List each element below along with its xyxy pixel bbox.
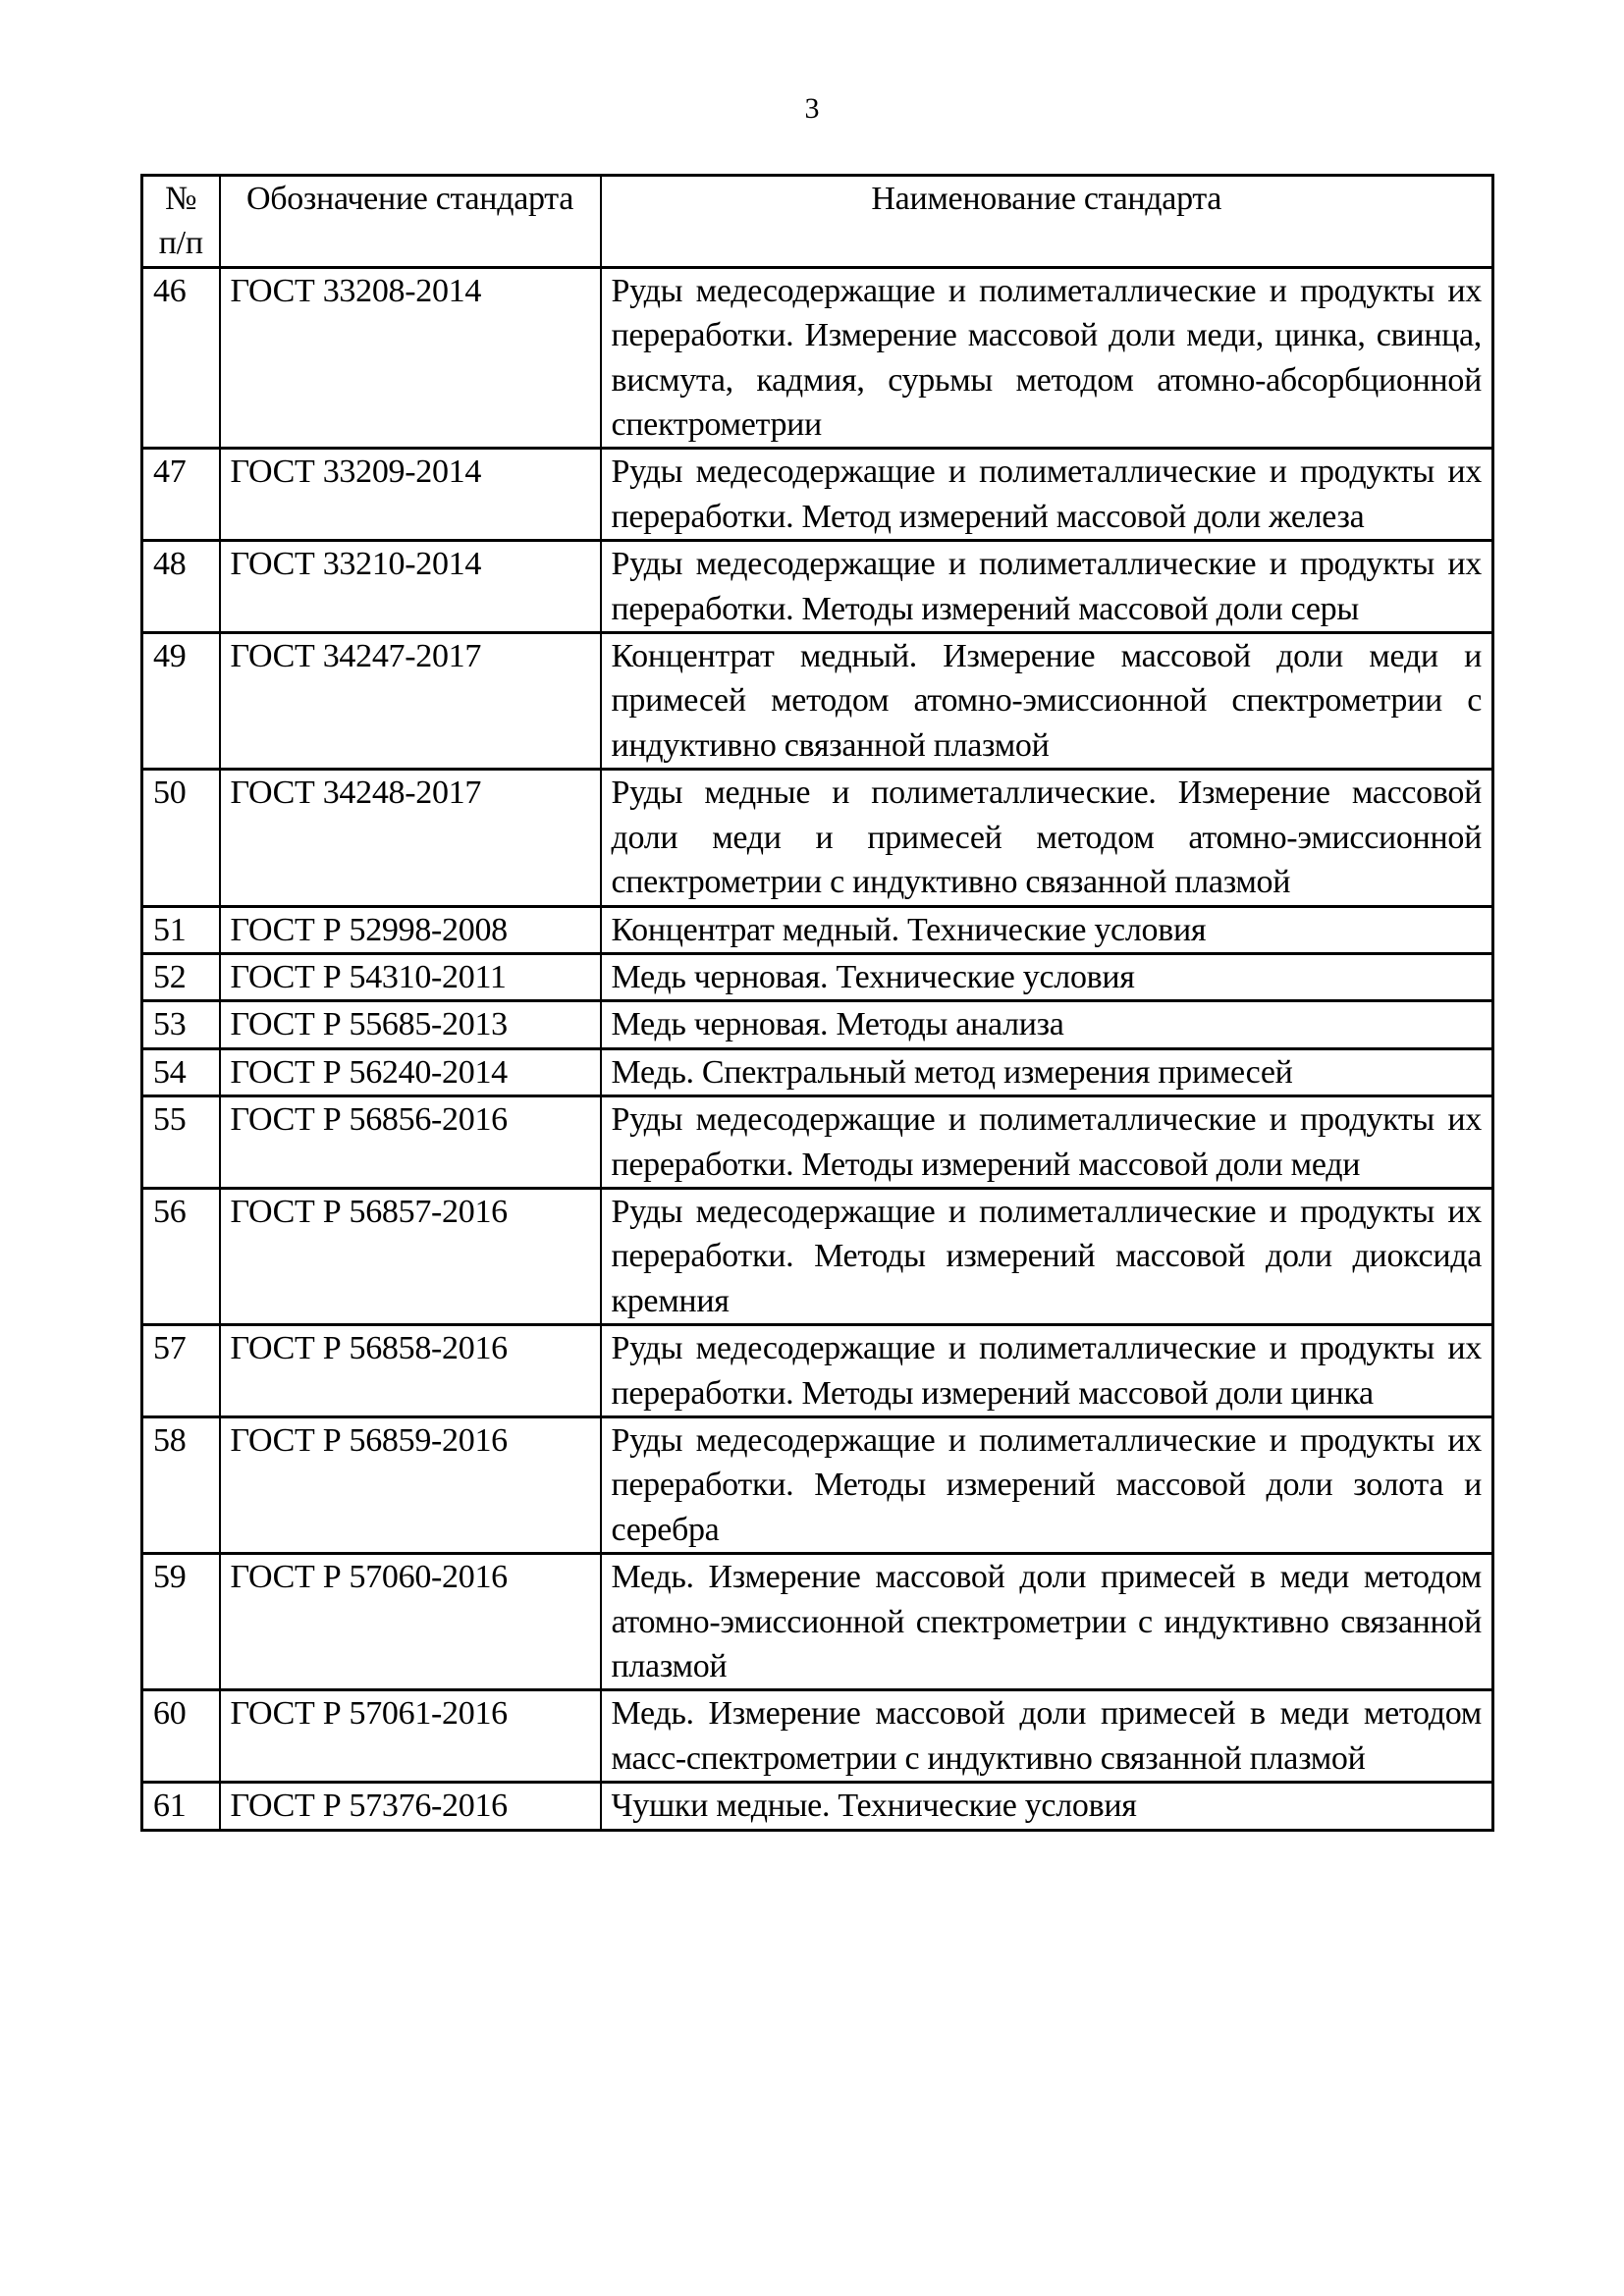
row-number: 58: [142, 1416, 220, 1553]
standard-name: Чушки медные. Технические условия: [601, 1783, 1493, 1830]
table-row: [142, 1416, 1493, 1553]
standard-name: Руды медесодержащие и полиметаллические и продукты их переработки. Методы измерений массовой доли цинка: [601, 1325, 1493, 1417]
standard-code: ГОСТ 34248-2017: [220, 770, 601, 906]
standard-code: ГОСТ Р 57061-2016: [220, 1690, 601, 1783]
table-row: [142, 267, 1493, 449]
table-row: [142, 449, 1493, 541]
standard-code: ГОСТ Р 56859-2016: [220, 1416, 601, 1553]
standard-code: ГОСТ Р 56857-2016: [220, 1188, 601, 1324]
standard-code: ГОСТ 33208-2014: [220, 267, 601, 449]
standards-table: [140, 174, 1494, 1832]
table-row: [142, 953, 1493, 1000]
table-row: [142, 906, 1493, 953]
row-number: 50: [142, 770, 220, 906]
standard-code: ГОСТ Р 57376-2016: [220, 1783, 601, 1830]
standard-name: Концентрат медный. Измерение массовой доли меди и примесей методом атомно-эмиссионной спектрометрии с индуктивно связанной плазмой: [601, 633, 1493, 770]
standard-name: Руды медесодержащие и полиметаллические и продукты их переработки. Методы измерений массовой доли диоксида кремния: [601, 1188, 1493, 1324]
standard-name: Руды медные и полиметаллические. Измерение массовой доли меди и примесей методом атомно-эмиссионной спектрометрии с индуктивно связанной плазмой: [601, 770, 1493, 906]
standard-name: Медь черновая. Методы анализа: [601, 1001, 1493, 1048]
page-number: 3: [804, 92, 820, 125]
standard-name: Медь. Измерение массовой доли примесей в меди методом атомно-эмиссионной спектрометрии с индуктивно связанной плазмой: [601, 1554, 1493, 1690]
row-number: 48: [142, 541, 220, 633]
standard-name: Концентрат медный. Технические условия: [601, 906, 1493, 953]
row-number: 46: [142, 267, 220, 449]
standard-code: ГОСТ Р 56858-2016: [220, 1325, 601, 1417]
header-code: Обозначение стандарта: [220, 176, 601, 268]
table-row: [142, 1001, 1493, 1048]
table-row: [142, 770, 1493, 906]
standard-code: ГОСТ Р 56856-2016: [220, 1096, 601, 1189]
standard-name: Руды медесодержащие и полиметаллические и продукты их переработки. Методы измерений массовой доли золота и серебра: [601, 1416, 1493, 1553]
standard-code: ГОСТ Р 54310-2011: [220, 953, 601, 1000]
row-number: 60: [142, 1690, 220, 1783]
standard-name: Руды медесодержащие и полиметаллические и продукты их переработки. Методы измерений массовой доли серы: [601, 541, 1493, 633]
standard-code: ГОСТ Р 55685-2013: [220, 1001, 601, 1048]
row-number: 61: [142, 1783, 220, 1830]
table-row: [142, 1554, 1493, 1690]
row-number: 57: [142, 1325, 220, 1417]
standard-code: ГОСТ Р 52998-2008: [220, 906, 601, 953]
standard-name: Руды медесодержащие и полиметаллические и продукты их переработки. Измерение массовой доли меди, цинка, свинца, висмута, кадмия, сурьмы методом атомно-абсорбционной спектрометрии: [601, 267, 1493, 449]
table-row: [142, 1048, 1493, 1095]
standard-code: ГОСТ 34247-2017: [220, 633, 601, 770]
standard-code: ГОСТ Р 57060-2016: [220, 1554, 601, 1690]
table-row: [142, 633, 1493, 770]
row-number: 56: [142, 1188, 220, 1324]
standard-code: ГОСТ 33210-2014: [220, 541, 601, 633]
table-row: [142, 1783, 1493, 1830]
row-number: 49: [142, 633, 220, 770]
table-row: [142, 1188, 1493, 1324]
row-number: 53: [142, 1001, 220, 1048]
table-row: [142, 541, 1493, 633]
standard-code: ГОСТ 33209-2014: [220, 449, 601, 541]
row-number: 54: [142, 1048, 220, 1095]
standard-name: Медь черновая. Технические условия: [601, 953, 1493, 1000]
row-number: 59: [142, 1554, 220, 1690]
table-row: [142, 1325, 1493, 1417]
row-number: 47: [142, 449, 220, 541]
table-header-row: [142, 176, 1493, 268]
standard-code: ГОСТ Р 56240-2014: [220, 1048, 601, 1095]
row-number: 55: [142, 1096, 220, 1189]
standard-name: Медь. Спектральный метод измерения примесей: [601, 1048, 1493, 1095]
table-body: [142, 267, 1493, 1830]
row-number: 52: [142, 953, 220, 1000]
header-name: Наименование стандарта: [601, 176, 1493, 268]
standard-name: Медь. Измерение массовой доли примесей в меди методом масс-спектрометрии с индуктивно связанной плазмой: [601, 1690, 1493, 1783]
header-num: № п/п: [142, 176, 220, 268]
table-row: [142, 1096, 1493, 1189]
table-row: [142, 1690, 1493, 1783]
row-number: 51: [142, 906, 220, 953]
standard-name: Руды медесодержащие и полиметаллические и продукты их переработки. Метод измерений массовой доли железа: [601, 449, 1493, 541]
standard-name: Руды медесодержащие и полиметаллические и продукты их переработки. Методы измерений массовой доли меди: [601, 1096, 1493, 1189]
